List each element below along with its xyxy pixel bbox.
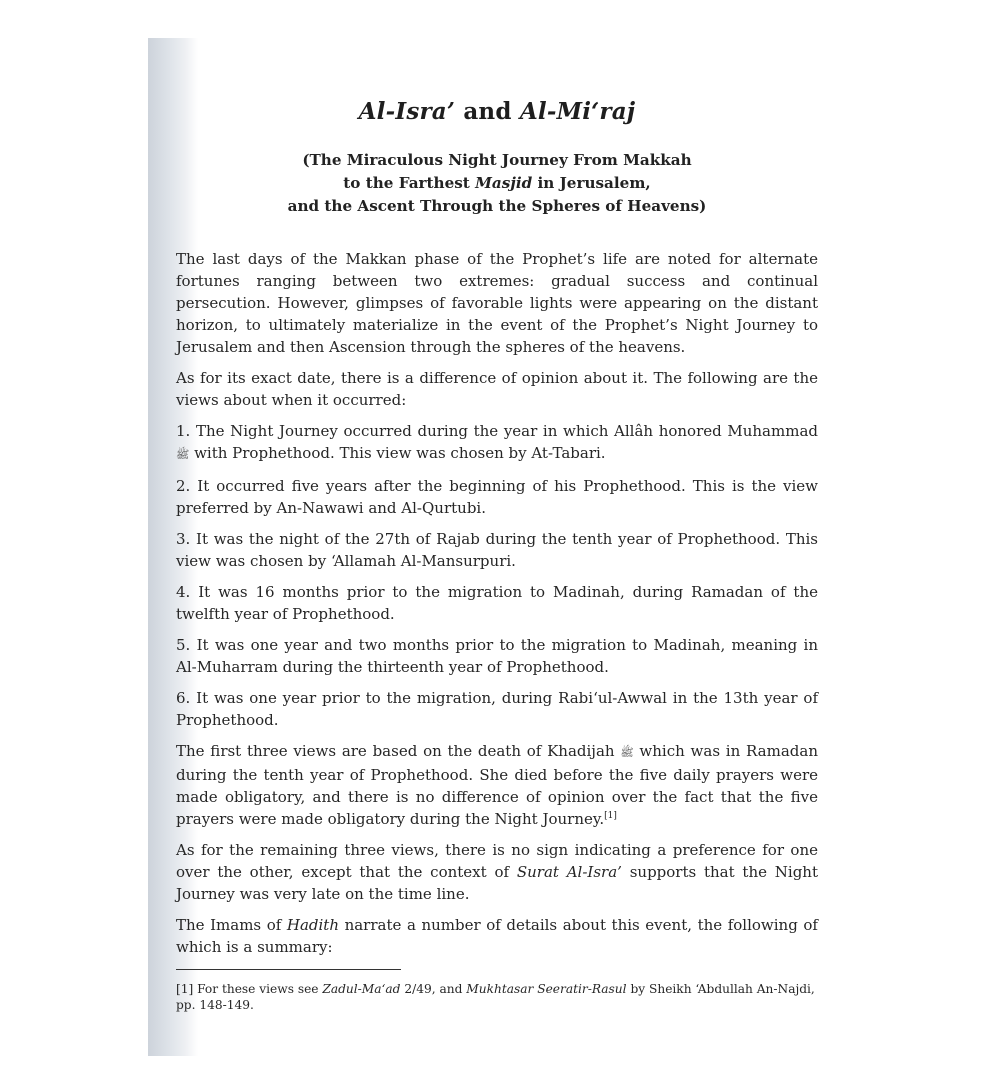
page-content <box>176 98 818 1013</box>
subtitle-line3: and the Ascent Through the Spheres of Heavens) <box>287 197 707 215</box>
p3-text-post: which was in Ramadan during the tenth year of Prophethood. She died before the five daily prayers were made obligatory, and there is no difference of opinion over the fact that the five prayers were made obligatory during the Night Journey. <box>176 742 818 828</box>
footnote-divider <box>176 969 401 970</box>
footnote-source-2: Mukhtasar Seeratir-Rasul <box>466 982 627 996</box>
paragraph-summary-intro <box>176 914 818 958</box>
footnote-text-post: by Sheikh ‘Abdullah An-Najdi, pp. 148-149. <box>176 982 815 1012</box>
honorific-icon: ﷺ <box>620 746 634 759</box>
p5-hadith: Hadith <box>286 916 339 934</box>
view-item-2: 2. It occurred five years after the beginning of his Prophethood. This is the view preferred by An-Nawawi and Al-Qurtubi. <box>176 477 818 517</box>
page-title <box>176 98 818 125</box>
view-item-3: 3. It was the night of the 27th of Rajab during the tenth year of Prophethood. This view was chosen by ‘Allamah Al-Mansurpuri. <box>176 530 818 570</box>
p4-text-pre: As for the remaining three views, there is no sign indicating a preference for one over the other, except that the context of <box>176 841 818 881</box>
view-item-6: 6. It was one year prior to the migration, during Rabi‘ul-Awwal in the 13th year of Prophethood. <box>176 689 818 729</box>
subtitle-line2-italic: Masjid <box>475 174 533 192</box>
p4-surah-name: Surat Al-Isra’ <box>516 863 622 881</box>
footnote-reference[interactable]: [1] <box>604 811 617 821</box>
view-item-1 <box>176 420 818 466</box>
footnote-source-1: Zadul-Ma‘ad <box>322 982 401 996</box>
paragraph-remaining-views <box>176 839 818 905</box>
p5-text-pre: The Imams of <box>176 916 282 934</box>
title-part1: Al-Isra’ <box>358 98 456 125</box>
paragraph-first-three-views <box>176 740 818 830</box>
view-item-5: 5. It was one year and two months prior to the migration to Madinah, meaning in Al-Muharram during the thirteenth year of Prophethood. <box>176 636 818 676</box>
title-and: and <box>463 98 512 125</box>
paragraph-date-opinion: As for its exact date, there is a difference of opinion about it. The following are the views about when it occurred: <box>176 369 818 409</box>
view-1-text-post: with Prophethood. This view was chosen by At-Tabari. <box>194 444 606 462</box>
honorific-icon: ﷺ <box>176 448 190 461</box>
view-item-4: 4. It was 16 months prior to the migration to Madinah, during Ramadan of the twelfth year of Prophethood. <box>176 583 818 623</box>
subtitle-line2 <box>237 172 757 195</box>
paragraph-intro: The last days of the Makkan phase of the Prophet’s life are noted for alternate fortunes ranging between two extremes: gradual success and continual persecution. However, glimpses of favorable lights were appearing on the distant horizon, to ultimately materialize in the event of the Prophet’s Night Journey to Jerusalem and then Ascension through the spheres of the heavens. <box>176 250 818 356</box>
subtitle-line2-post: in Jerusalem, <box>537 174 651 192</box>
subtitle-line2-pre: to the Farthest <box>343 174 470 192</box>
subtitle-line1: (The Miraculous Night Journey From Makkah <box>302 151 692 169</box>
p4-text-post: supports that the Night Journey was very late on the time line. <box>176 863 819 903</box>
p3-text-pre: The first three views are based on the death of Khadijah <box>176 742 615 760</box>
footnote-text-mid: 2/49, and <box>404 982 463 996</box>
p5-text-post: narrate a number of details about this event, the following of which is a summary: <box>176 916 818 956</box>
body-text <box>176 248 818 958</box>
footnote <box>176 981 818 1013</box>
view-1-text-pre: 1. The Night Journey occurred during the year in which Allâh honored Muhammad <box>176 422 818 440</box>
page-subtitle <box>237 149 757 218</box>
title-part2: Al-Mi‘raj <box>519 98 636 125</box>
footnote-marker: [1] <box>176 982 194 996</box>
footnote-text-pre: For these views see <box>197 982 319 996</box>
